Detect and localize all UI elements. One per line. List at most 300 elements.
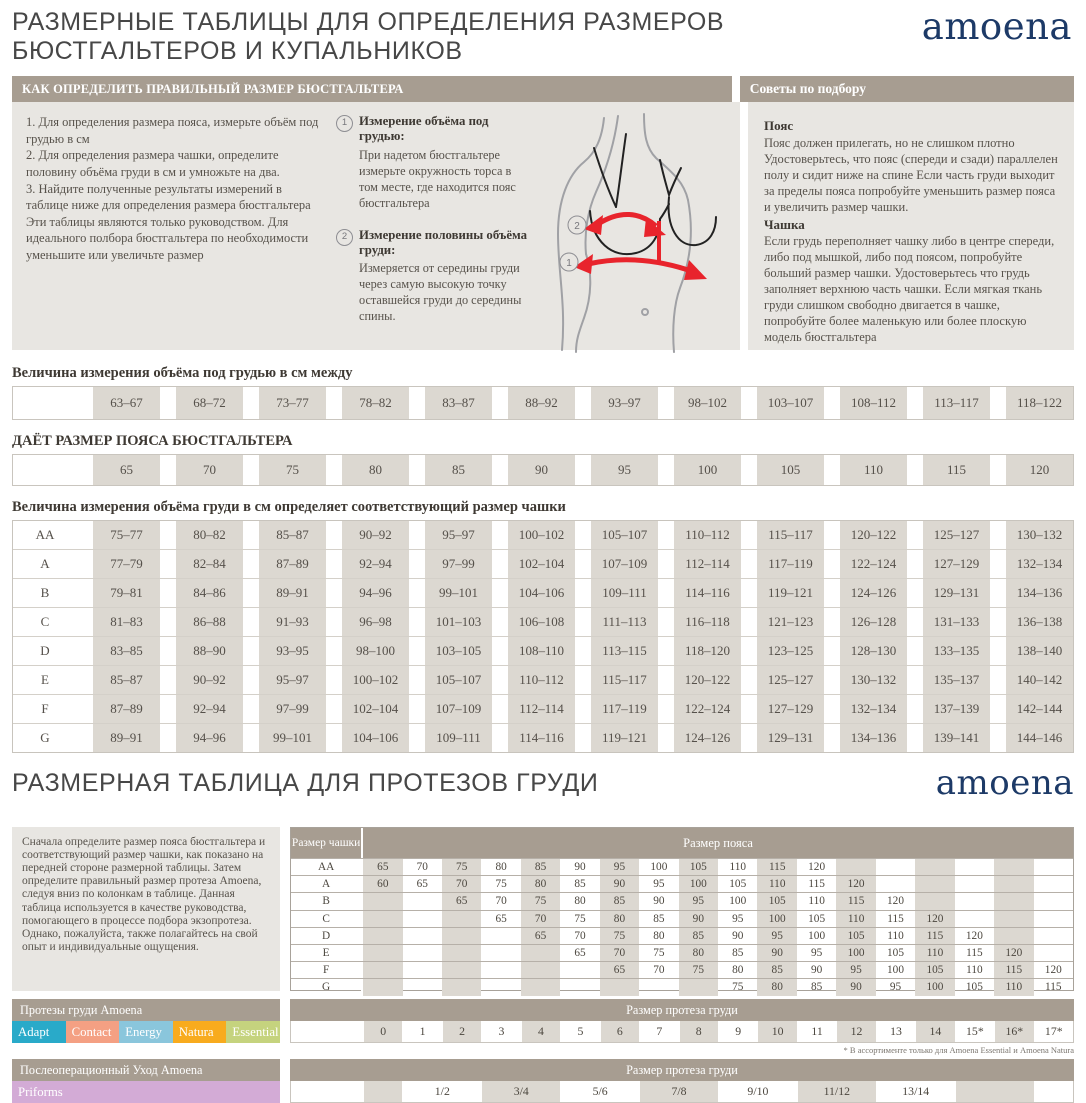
band-size-cell: 70 bbox=[176, 455, 243, 485]
cup-table-row bbox=[13, 521, 1073, 550]
underbust-range-cell: 113–117 bbox=[923, 387, 990, 419]
prosthesis-matrix-table bbox=[290, 827, 1074, 994]
matrix-cell: 90 bbox=[836, 979, 875, 995]
cup-range-cell: 97–99 bbox=[425, 550, 492, 578]
matrix-cell bbox=[876, 876, 915, 892]
cup-range-cell: 128–130 bbox=[840, 637, 907, 665]
size-row-spacer bbox=[291, 1021, 363, 1042]
steps-note: Эти таблицы являются только руководством. Для идеального полбора бюстгальтера по необходимости уменьшите или увеличьте размер bbox=[26, 214, 309, 262]
measurement-definitions bbox=[322, 114, 532, 350]
strip-label-spacer bbox=[13, 455, 77, 485]
cup-range-cell: 117–119 bbox=[591, 695, 658, 723]
circle-2-label: 2 bbox=[574, 221, 580, 232]
cup-range-cell: 120–122 bbox=[840, 521, 907, 549]
cup-range-cell: 104–106 bbox=[342, 724, 409, 752]
matrix-cell: 85 bbox=[521, 859, 560, 875]
tips-cup-title: Чашка bbox=[764, 216, 805, 232]
cup-range-cell: 144–146 bbox=[1006, 724, 1073, 752]
cup-table-label: Величина измерения объёма груди в см определяет соответствующий размер чашки bbox=[12, 499, 566, 515]
cup-range-cell: 86–88 bbox=[176, 608, 243, 636]
matrix-cell: 70 bbox=[442, 876, 481, 892]
matrix-cell bbox=[994, 876, 1033, 892]
matrix-cell: 110 bbox=[836, 911, 875, 927]
cup-range-cell: 107–109 bbox=[591, 550, 658, 578]
cup-range-cell: 103–105 bbox=[425, 637, 492, 665]
matrix-cell: 120 bbox=[994, 945, 1033, 961]
matrix-cell bbox=[876, 859, 915, 875]
matrix-cell bbox=[403, 928, 442, 944]
band-size-cell: 120 bbox=[1006, 455, 1073, 485]
cup-range-cell: 122–124 bbox=[840, 550, 907, 578]
cup-range-cell: 82–84 bbox=[176, 550, 243, 578]
top-panels bbox=[12, 102, 1074, 350]
matrix-cell: 120 bbox=[915, 911, 954, 927]
matrix-cell: 100 bbox=[757, 911, 796, 927]
cup-range-cell: 130–132 bbox=[840, 666, 907, 694]
prosthesis-size-cell: 13 bbox=[876, 1021, 915, 1042]
matrix-cell: 105 bbox=[915, 962, 954, 978]
cup-range-cell: 79–81 bbox=[93, 579, 160, 607]
underbust-range-cell: 103–107 bbox=[757, 387, 824, 419]
postop-left bbox=[12, 1059, 280, 1103]
cup-letter-cell: AA bbox=[35, 527, 55, 542]
matrix-cell: 110 bbox=[966, 964, 983, 977]
cup-range-cell: 98–100 bbox=[342, 637, 409, 665]
matrix-cup-label: AA bbox=[291, 859, 363, 875]
matrix-cell: 65 bbox=[600, 962, 639, 978]
matrix-cell: 85 bbox=[732, 947, 744, 960]
measure-2-text: Измеряется от середины груди через самую высокую точку оставшейся груди до середины спины. bbox=[358, 261, 522, 324]
cup-range-cell: 112–114 bbox=[674, 550, 741, 578]
matrix-cell bbox=[1034, 876, 1073, 892]
matrix-cup-label: F bbox=[291, 962, 363, 978]
matrix-cell: 85 bbox=[810, 981, 823, 994]
cup-range-cell: 114–116 bbox=[508, 724, 575, 752]
cup-letter-cell: B bbox=[40, 585, 50, 600]
matrix-cell: 80 bbox=[600, 911, 639, 927]
cup-range-cell: 127–129 bbox=[923, 550, 990, 578]
cup-range-cell: 112–114 bbox=[508, 695, 575, 723]
cup-range-cell: 140–142 bbox=[1006, 666, 1073, 694]
band-table-label: ДАЁТ РАЗМЕР ПОЯСА БЮСТГАЛЬТЕРА bbox=[12, 433, 293, 449]
cup-letter-cell: A bbox=[40, 556, 50, 571]
underbust-range-cell: 88–92 bbox=[508, 387, 575, 419]
forms-left bbox=[12, 999, 280, 1043]
matrix-cell: 100 bbox=[887, 964, 904, 977]
band-size-cell: 115 bbox=[923, 455, 990, 485]
matrix-cell: 105 bbox=[679, 859, 718, 875]
cup-range-cell: 95–97 bbox=[425, 521, 492, 549]
matrix-cell: 65 bbox=[574, 947, 586, 960]
cup-range-cell: 89–91 bbox=[259, 579, 326, 607]
matrix-cell: 75 bbox=[495, 878, 507, 891]
matrix-cell: 120 bbox=[1044, 964, 1062, 977]
matrix-cell bbox=[955, 893, 994, 909]
postop-size-header-bar: Размер протеза груди bbox=[290, 1059, 1074, 1081]
cup-range-cell: 132–134 bbox=[840, 695, 907, 723]
matrix-cell: 70 bbox=[416, 861, 428, 874]
matrix-row bbox=[291, 944, 1073, 961]
matrix-cell: 85 bbox=[757, 962, 796, 978]
product-chip: Natura bbox=[173, 1021, 227, 1043]
matrix-cell bbox=[481, 945, 520, 961]
matrix-cell: 95 bbox=[653, 878, 665, 891]
cup-range-cell: 136–138 bbox=[1006, 608, 1073, 636]
section2-title: РАЗМЕРНАЯ ТАБЛИЦА ДЛЯ ПРОТЕЗОВ ГРУДИ bbox=[12, 768, 599, 797]
matrix-cell: 85 bbox=[600, 893, 639, 909]
cup-range-cell: 106–108 bbox=[508, 608, 575, 636]
tips-belt-title: Пояс bbox=[764, 118, 794, 133]
postop-size-cell: 13/14 bbox=[876, 1081, 955, 1102]
matrix-row bbox=[291, 858, 1073, 875]
matrix-cell: 65 bbox=[363, 859, 402, 875]
matrix-cell: 115 bbox=[915, 928, 954, 944]
postop-size-cell bbox=[1034, 1081, 1073, 1102]
matrix-cell: 90 bbox=[600, 876, 639, 892]
matrix-cell bbox=[521, 962, 560, 978]
cup-range-cell: 110–112 bbox=[674, 521, 741, 549]
prosthesis-size-cell: 10 bbox=[757, 1021, 796, 1042]
tips-belt-text: Пояс должен прилегать, но не слишком плотно Удостоверьтесь, что пояс (спереди и сзади) параллелен полу и сидит ниже на спине Если часть груди выходит за пределы пояса попробуйте уменьшить размер пояса и увеличить размер чашки. bbox=[764, 135, 1058, 214]
matrix-cell: 120 bbox=[887, 895, 904, 908]
cup-range-cell: 129–131 bbox=[757, 724, 824, 752]
matrix-cell: 75 bbox=[574, 912, 586, 925]
measure-1 bbox=[336, 114, 532, 212]
cup-range-cell: 96–98 bbox=[342, 608, 409, 636]
matrix-cell: 100 bbox=[679, 876, 718, 892]
matrix-cell: 95 bbox=[836, 962, 875, 978]
cup-range-cell: 121–123 bbox=[757, 608, 824, 636]
product-chip: Energy bbox=[119, 1021, 173, 1043]
matrix-cell bbox=[1034, 928, 1073, 944]
cup-table-row bbox=[13, 637, 1073, 666]
matrix-cell: 105 bbox=[887, 947, 904, 960]
matrix-cup-label: D bbox=[291, 928, 363, 944]
band-size-cell: 65 bbox=[93, 455, 160, 485]
matrix-cell: 70 bbox=[600, 945, 639, 961]
matrix-cell: 105 bbox=[729, 878, 747, 891]
matrix-cell bbox=[1034, 911, 1073, 927]
matrix-cell bbox=[955, 911, 994, 927]
matrix-cell bbox=[994, 911, 1033, 927]
page-title-line1: РАЗМЕРНЫЕ ТАБЛИЦЫ ДЛЯ ОПРЕДЕЛЕНИЯ РАЗМЕРОВ bbox=[12, 8, 725, 36]
matrix-cell: 120 bbox=[965, 929, 983, 942]
cup-table-row bbox=[13, 608, 1073, 637]
matrix-cell: 120 bbox=[836, 876, 875, 892]
matrix-cell: 80 bbox=[495, 861, 507, 874]
cup-range-cell: 110–112 bbox=[508, 666, 575, 694]
cup-range-cell: 123–125 bbox=[757, 637, 824, 665]
prosthesis-size-cell: 11 bbox=[797, 1021, 836, 1042]
matrix-cell bbox=[442, 928, 481, 944]
cup-range-cell: 120–122 bbox=[674, 666, 741, 694]
cup-letter-cell: G bbox=[40, 730, 50, 745]
cup-size-table bbox=[12, 520, 1074, 753]
matrix-cell: 115 bbox=[808, 878, 825, 891]
band-size-cell: 110 bbox=[840, 455, 907, 485]
band-size-cell: 100 bbox=[674, 455, 741, 485]
prosthesis-size-cell: 12 bbox=[836, 1021, 875, 1042]
matrix-cell: 65 bbox=[416, 878, 428, 891]
matrix-cell: 115 bbox=[887, 912, 904, 925]
cup-range-cell: 90–92 bbox=[342, 521, 409, 549]
cup-range-cell: 92–94 bbox=[342, 550, 409, 578]
cup-range-cell: 84–86 bbox=[176, 579, 243, 607]
cup-range-cell: 119–121 bbox=[757, 579, 824, 607]
measure-2 bbox=[336, 228, 532, 326]
cup-range-cell: 138–140 bbox=[1006, 637, 1073, 665]
matrix-cell: 70 bbox=[521, 911, 560, 927]
matrix-cell: 90 bbox=[653, 895, 665, 908]
matrix-cell bbox=[521, 945, 560, 961]
cup-range-cell: 133–135 bbox=[923, 637, 990, 665]
matrix-cell: 100 bbox=[836, 945, 875, 961]
priforms-chip: Priforms bbox=[12, 1081, 280, 1103]
postop-right bbox=[290, 1059, 1074, 1103]
matrix-cup-label: C bbox=[291, 911, 363, 927]
matrix-cell bbox=[403, 911, 442, 927]
step-1: 1. Для определения размера пояса, измерьте объём под грудью в см bbox=[26, 115, 319, 146]
matrix-cell: 105 bbox=[757, 893, 796, 909]
matrix-cup-label: B bbox=[291, 893, 363, 909]
cup-letter-cell: D bbox=[40, 643, 50, 658]
underbust-range-cell: 83–87 bbox=[425, 387, 492, 419]
postop-size-cell bbox=[955, 1081, 1034, 1102]
matrix-cell bbox=[363, 979, 402, 995]
matrix-cell bbox=[403, 945, 442, 961]
postop-size-row bbox=[290, 1081, 1074, 1103]
matrix-cell: 90 bbox=[679, 911, 718, 927]
matrix-cell bbox=[560, 979, 599, 995]
matrix-cell bbox=[363, 911, 402, 927]
cup-range-cell: 77–79 bbox=[93, 550, 160, 578]
cup-range-cell: 107–109 bbox=[425, 695, 492, 723]
prosthesis-size-cell: 4 bbox=[521, 1021, 560, 1042]
band-size-cell: 75 bbox=[259, 455, 326, 485]
matrix-cell: 75 bbox=[732, 981, 744, 994]
cup-range-cell: 115–117 bbox=[591, 666, 658, 694]
cup-range-cell: 134–136 bbox=[1006, 579, 1073, 607]
matrix-cell: 90 bbox=[757, 945, 796, 961]
cup-range-cell: 118–120 bbox=[674, 637, 741, 665]
matrix-cell: 115 bbox=[994, 962, 1033, 978]
prosthesis-size-cell: 9 bbox=[718, 1021, 757, 1042]
matrix-cell: 85 bbox=[679, 928, 718, 944]
cup-table-row bbox=[13, 695, 1073, 724]
underbust-range-cell: 78–82 bbox=[342, 387, 409, 419]
prosthesis-size-cell: 2 bbox=[442, 1021, 481, 1042]
matrix-row bbox=[291, 927, 1073, 944]
postop-size-cell: 11/12 bbox=[797, 1081, 876, 1102]
matrix-cell: 80 bbox=[653, 929, 665, 942]
matrix-cell bbox=[442, 979, 481, 995]
cup-range-cell: 129–131 bbox=[923, 579, 990, 607]
cup-range-cell: 100–102 bbox=[342, 666, 409, 694]
cup-range-cell: 117–119 bbox=[757, 550, 824, 578]
cup-range-cell: 102–104 bbox=[342, 695, 409, 723]
cup-table-row bbox=[13, 666, 1073, 695]
matrix-band-header: Размер пояса bbox=[363, 828, 1073, 858]
matrix-cell bbox=[994, 893, 1033, 909]
measure-1-text: При надетом бюстгальтере измерьте окружность торса в том месте, где находится пояс бюстгальтера bbox=[358, 147, 516, 210]
cup-range-cell: 101–103 bbox=[425, 608, 492, 636]
prosthesis-size-cell: 6 bbox=[600, 1021, 639, 1042]
matrix-cell: 110 bbox=[915, 945, 954, 961]
priforms-chip-row bbox=[12, 1081, 280, 1103]
prosthesis-size-cell: 8 bbox=[679, 1021, 718, 1042]
matrix-cell: 95 bbox=[600, 859, 639, 875]
matrix-cell: 65 bbox=[442, 893, 481, 909]
circle-1-label: 1 bbox=[566, 258, 572, 269]
cup-range-cell: 139–141 bbox=[923, 724, 990, 752]
matrix-cell: 95 bbox=[810, 947, 823, 960]
cup-range-cell: 108–110 bbox=[508, 637, 575, 665]
matrix-cell: 75 bbox=[521, 893, 560, 909]
cup-range-cell: 88–90 bbox=[176, 637, 243, 665]
matrix-cell bbox=[915, 893, 954, 909]
matrix-cell: 90 bbox=[810, 964, 823, 977]
product-chips bbox=[12, 1021, 280, 1043]
underbust-range-cell: 108–112 bbox=[840, 387, 907, 419]
prosthesis-intro-text: Сначала определите размер пояса бюстгальтера и соответствующий размер чашки, как показано на передней стороне размерной таблицы. Затем определите правильный размер протеза Amoena, следуя вниз по колонкам в таблице. Данная таблица используется в качестве руководства, помогающего в процессе подбора экзопротеза. Однако, пожалуйста, также полагайтесь на свой опыт и индивидуальные ощущения. bbox=[12, 827, 280, 991]
matrix-cell bbox=[481, 962, 520, 978]
cup-table-row bbox=[13, 579, 1073, 608]
matrix-cell bbox=[363, 928, 402, 944]
matrix-cell: 70 bbox=[495, 895, 507, 908]
matrix-cell: 90 bbox=[732, 929, 744, 942]
how-to-header-bar: КАК ОПРЕДЕЛИТЬ ПРАВИЛЬНЫЙ РАЗМЕР БЮСТГАЛЬТЕРА bbox=[12, 76, 732, 102]
matrix-cell: 100 bbox=[729, 895, 747, 908]
prosthesis-size-cell: 16* bbox=[994, 1021, 1033, 1042]
cup-range-cell: 85–87 bbox=[93, 666, 160, 694]
cup-range-cell: 97–99 bbox=[259, 695, 326, 723]
measure-1-title: Измерение объёма под грудью: bbox=[358, 114, 489, 144]
matrix-cell bbox=[442, 945, 481, 961]
postop-size-cell: 3/4 bbox=[481, 1081, 560, 1102]
matrix-cell bbox=[679, 979, 718, 995]
band-size-cell: 90 bbox=[508, 455, 575, 485]
prosthesis-size-cell: 0 bbox=[363, 1021, 402, 1042]
underbust-range-cell: 93–97 bbox=[591, 387, 658, 419]
product-chip: Contact bbox=[66, 1021, 120, 1043]
matrix-cell bbox=[560, 962, 599, 978]
cup-range-cell: 124–126 bbox=[674, 724, 741, 752]
matrix-header-row bbox=[291, 828, 1073, 858]
matrix-cell bbox=[1034, 945, 1073, 961]
matrix-cell: 95 bbox=[732, 912, 744, 925]
matrix-cell bbox=[915, 876, 954, 892]
matrix-cell: 95 bbox=[679, 893, 718, 909]
matrix-cell: 85 bbox=[653, 912, 665, 925]
matrix-cell: 80 bbox=[521, 876, 560, 892]
section-header-bars bbox=[12, 76, 1074, 102]
prosthesis-size-cell: 1 bbox=[402, 1021, 441, 1042]
matrix-cell: 80 bbox=[679, 945, 718, 961]
cup-range-cell: 126–128 bbox=[840, 608, 907, 636]
prosthesis-size-cell: 3 bbox=[481, 1021, 520, 1042]
matrix-cell: 105 bbox=[965, 981, 983, 994]
matrix-cell: 80 bbox=[732, 964, 744, 977]
matrix-cell: 60 bbox=[363, 876, 402, 892]
cup-range-cell: 132–134 bbox=[1006, 550, 1073, 578]
matrix-cell bbox=[955, 859, 994, 875]
matrix-row bbox=[291, 910, 1073, 927]
prosthesis-section bbox=[12, 827, 1074, 994]
underbust-range-table bbox=[12, 386, 1074, 420]
forms-header-bar: Протезы груди Amoena bbox=[12, 999, 280, 1021]
prosthesis-size-cell: 5 bbox=[560, 1021, 599, 1042]
matrix-cell: 115 bbox=[966, 947, 983, 960]
bra-measurement-illustration bbox=[532, 114, 736, 350]
cup-range-cell: 99–101 bbox=[425, 579, 492, 607]
cup-range-cell: 131–133 bbox=[923, 608, 990, 636]
cup-range-cell: 125–127 bbox=[923, 521, 990, 549]
band-size-cell: 95 bbox=[591, 455, 658, 485]
band-size-cell: 105 bbox=[757, 455, 824, 485]
matrix-cell bbox=[600, 979, 639, 995]
prosthesis-size-cell: 17* bbox=[1034, 1021, 1073, 1042]
prosthesis-size-cell: 15* bbox=[955, 1021, 994, 1042]
page-title bbox=[12, 5, 1074, 66]
cup-range-cell: 95–97 bbox=[259, 666, 326, 694]
matrix-cell: 120 bbox=[808, 861, 826, 874]
cup-range-cell: 93–95 bbox=[259, 637, 326, 665]
prosthesis-forms-row bbox=[12, 999, 1074, 1043]
band-size-table bbox=[12, 454, 1074, 486]
underbust-range-cell: 98–102 bbox=[674, 387, 741, 419]
matrix-cell bbox=[639, 979, 678, 995]
cup-range-cell: 124–126 bbox=[840, 579, 907, 607]
underbust-range-cell: 73–77 bbox=[259, 387, 326, 419]
matrix-cell: 65 bbox=[495, 912, 507, 925]
cup-range-cell: 94–96 bbox=[342, 579, 409, 607]
cup-range-cell: 100–102 bbox=[508, 521, 575, 549]
amoena-logo: amoena bbox=[921, 5, 1072, 48]
matrix-cell: 105 bbox=[836, 928, 875, 944]
matrix-body bbox=[291, 858, 1073, 996]
cup-range-cell: 85–87 bbox=[259, 521, 326, 549]
underbust-range-cell: 63–67 bbox=[93, 387, 160, 419]
how-to-steps bbox=[26, 114, 322, 350]
postop-header-bar: Послеоперационный Уход Amoena bbox=[12, 1059, 280, 1081]
cup-letter-cell: E bbox=[41, 672, 49, 687]
cup-range-cell: 87–89 bbox=[259, 550, 326, 578]
matrix-cell: 110 bbox=[729, 861, 747, 874]
how-to-panel bbox=[12, 102, 740, 350]
matrix-cell bbox=[1034, 859, 1073, 875]
strip-label-spacer bbox=[13, 387, 77, 419]
cup-table-row bbox=[13, 724, 1073, 752]
matrix-cell: 115 bbox=[757, 859, 796, 875]
measure-1-number-icon: 1 bbox=[336, 115, 353, 132]
matrix-cell bbox=[955, 876, 994, 892]
matrix-cell: 75 bbox=[442, 859, 481, 875]
cup-range-cell: 125–127 bbox=[757, 666, 824, 694]
matrix-cell bbox=[363, 962, 402, 978]
matrix-cell bbox=[994, 859, 1033, 875]
matrix-cell: 115 bbox=[836, 893, 875, 909]
postop-size-cell bbox=[363, 1081, 402, 1102]
cup-range-cell: 94–96 bbox=[176, 724, 243, 752]
matrix-cell: 105 bbox=[808, 912, 826, 925]
cup-range-cell: 75–77 bbox=[93, 521, 160, 549]
cup-range-cell: 134–136 bbox=[840, 724, 907, 752]
matrix-cell: 95 bbox=[757, 928, 796, 944]
matrix-cell: 95 bbox=[889, 981, 902, 994]
matrix-cell: 100 bbox=[915, 979, 954, 995]
postop-size-cell: 7/8 bbox=[639, 1081, 718, 1102]
matrix-cell bbox=[442, 962, 481, 978]
